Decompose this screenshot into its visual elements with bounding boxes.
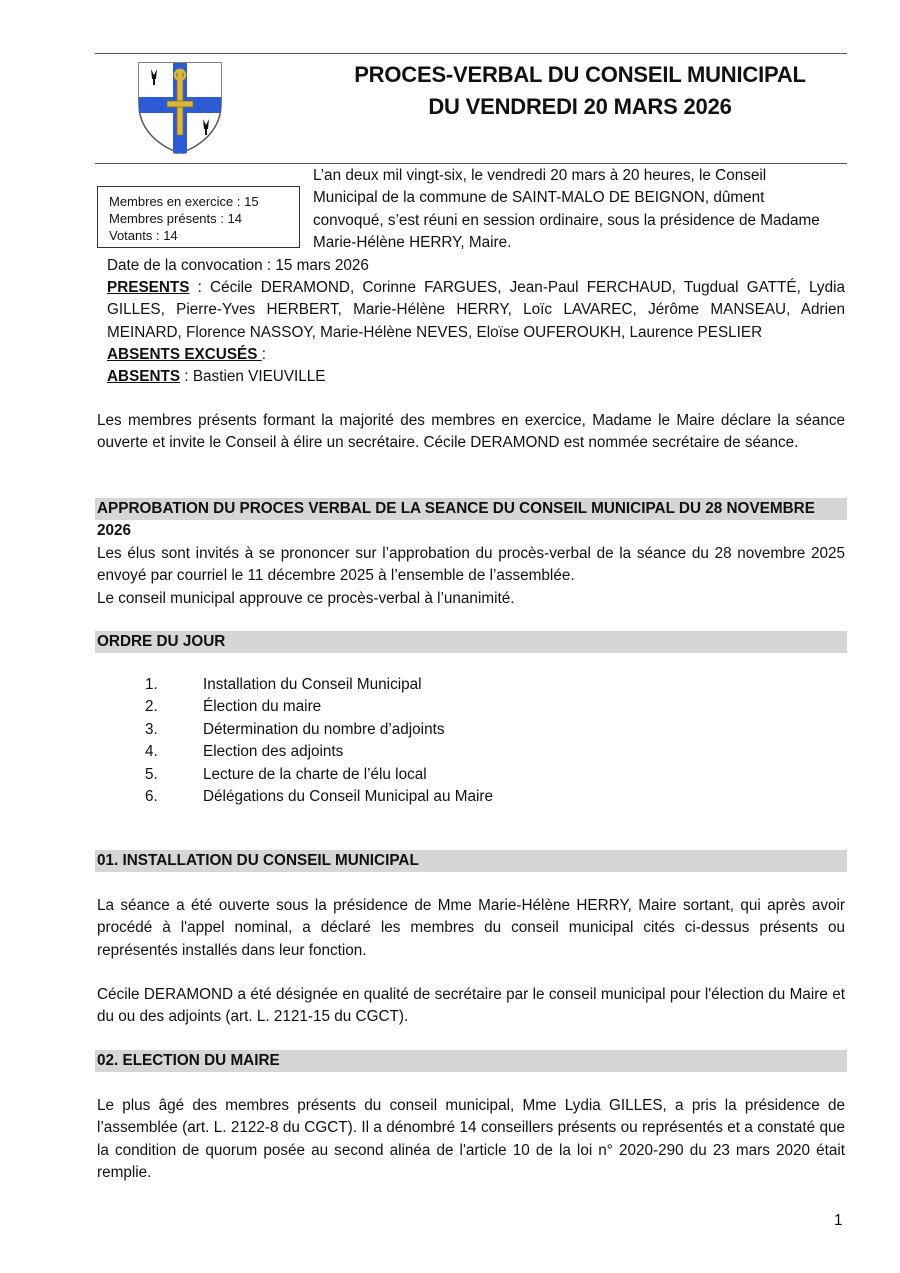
excuses-label: ABSENTS EXCUSÉS	[107, 346, 262, 363]
page-number: 1	[834, 1212, 843, 1229]
absents-text: : Bastien VIEUVILLE	[180, 368, 326, 385]
intro-paragraph: L’an deux mil vingt-six, le vendredi 20 mars à 20 heures, le Conseil Municipal de la commune de SAINT-MALO DE BEIGNON, dûment convoqué, s’est réuni en session ordinaire, sous la présidence de Madame Marie-Hélène HERRY, Maire.	[313, 167, 820, 252]
section-heading-ordre: ORDRE DU JOUR	[95, 631, 847, 653]
page-title-line2: DU VENDREDI 20 MARS 2026	[428, 94, 732, 119]
section-01-text1: La séance a été ouverte sous la présidence de Mme Marie-Hélène HERRY, Maire sortant, qui après avoir procédé à l'appel nominal, a déclaré les membres du conseil municipal cités ci-dessus présents ou représentés installés dans leur fonction.	[97, 897, 845, 959]
members-box	[97, 186, 300, 248]
list-item	[145, 741, 493, 763]
list-item	[145, 786, 493, 808]
top-rule	[95, 53, 847, 54]
list-item	[145, 674, 493, 696]
members-presents: Membres présents : 14	[109, 211, 242, 226]
section-heading-01: 01. INSTALLATION DU CONSEIL MUNICIPAL	[95, 850, 847, 872]
approbation-text1: Les élus sont invités à se prononcer sur l’approbation du procès-verbal de la séance du 28 novembre 2025 envoyé par courriel le 11 décembre 2025 à l’ensemble de l’assemblée.	[97, 545, 845, 585]
agenda-number: 3.	[145, 720, 158, 738]
list-item	[145, 764, 493, 786]
list-item	[145, 696, 493, 718]
convocation-date: Date de la convocation : 15 mars 2026	[107, 257, 369, 274]
list-item	[145, 719, 493, 741]
agenda-label: Lecture de la charte de l’élu local	[203, 765, 427, 783]
agenda-number: 6.	[145, 788, 158, 806]
agenda-list	[145, 674, 493, 808]
excuses-text: :	[261, 346, 266, 363]
approbation-text2: Le conseil municipal approuve ce procès-verbal à l’unanimité.	[97, 590, 515, 607]
agenda-label: Installation du Conseil Municipal	[203, 676, 422, 693]
section-heading-approbation: APPROBATION DU PROCES VERBAL DE LA SEANCE DU CONSEIL MUNICIPAL DU 28 NOVEMBRE 2026	[95, 498, 847, 520]
agenda-label: Election des adjoints	[203, 743, 344, 761]
coat-of-arms-icon	[137, 61, 223, 155]
members-votants: Votants : 14	[109, 228, 178, 243]
agenda-label: Détermination du nombre d’adjoints	[203, 720, 445, 738]
header-rule	[95, 163, 847, 164]
agenda-label: Élection du maire	[203, 698, 322, 716]
presents-paragraph	[107, 277, 845, 344]
absents-line	[107, 366, 845, 388]
members-en-exercice: Membres en exercice : 15	[109, 194, 259, 209]
agenda-number: 1.	[145, 676, 158, 693]
page-title-line1: PROCES-VERBAL DU CONSEIL MUNICIPAL	[354, 62, 806, 87]
presents-list: : Cécile DERAMOND, Corinne FARGUES, Jean-Paul FERCHAUD, Tugdual GATTÉ, Lydia GILLES, Pierre-Yves HERBERT, Marie-Hélène HERRY, Loïc LAVAREC, Jérôme MANSEAU, Adrien MEINARD, Florence NASSOY, Marie-Hélène NEVES, Eloïse OUFEROUKH, Laurence PESLIER	[107, 279, 845, 341]
excuses-line	[107, 344, 845, 366]
agenda-number: 4.	[145, 743, 158, 761]
opening-paragraph: Les membres présents formant la majorité des membres en exercice, Madame le Maire déclare la séance ouverte et invite le Conseil à élire un secrétaire. Cécile DERAMOND est nommée secrétaire de séance.	[97, 412, 845, 452]
section-heading-02: 02. ELECTION DU MAIRE	[95, 1050, 847, 1072]
agenda-number: 5.	[145, 765, 158, 783]
presents-label: PRESENTS	[107, 279, 190, 296]
absents-label: ABSENTS	[107, 368, 181, 385]
section-02-text1: Le plus âgé des membres présents du conseil municipal, Mme Lydia GILLES, a pris la présidence de l’assemblée (art. L. 2122-8 du CGCT). Il a dénombré 14 conseillers présents ou représentés et a constaté que la condition de quorum posée au second alinéa de l'article 10 de la loi n° 2020-290 du 23 mars 2020 était remplie.	[97, 1097, 845, 1182]
section-01-text2: Cécile DERAMOND a été désignée en qualité de secrétaire par le conseil municipal pour l'élection du Maire et du ou des adjoints (art. L. 2121-15 du CGCT).	[97, 986, 845, 1026]
agenda-number: 2.	[145, 698, 158, 716]
agenda-label: Délégations du Conseil Municipal au Maire	[203, 788, 493, 806]
